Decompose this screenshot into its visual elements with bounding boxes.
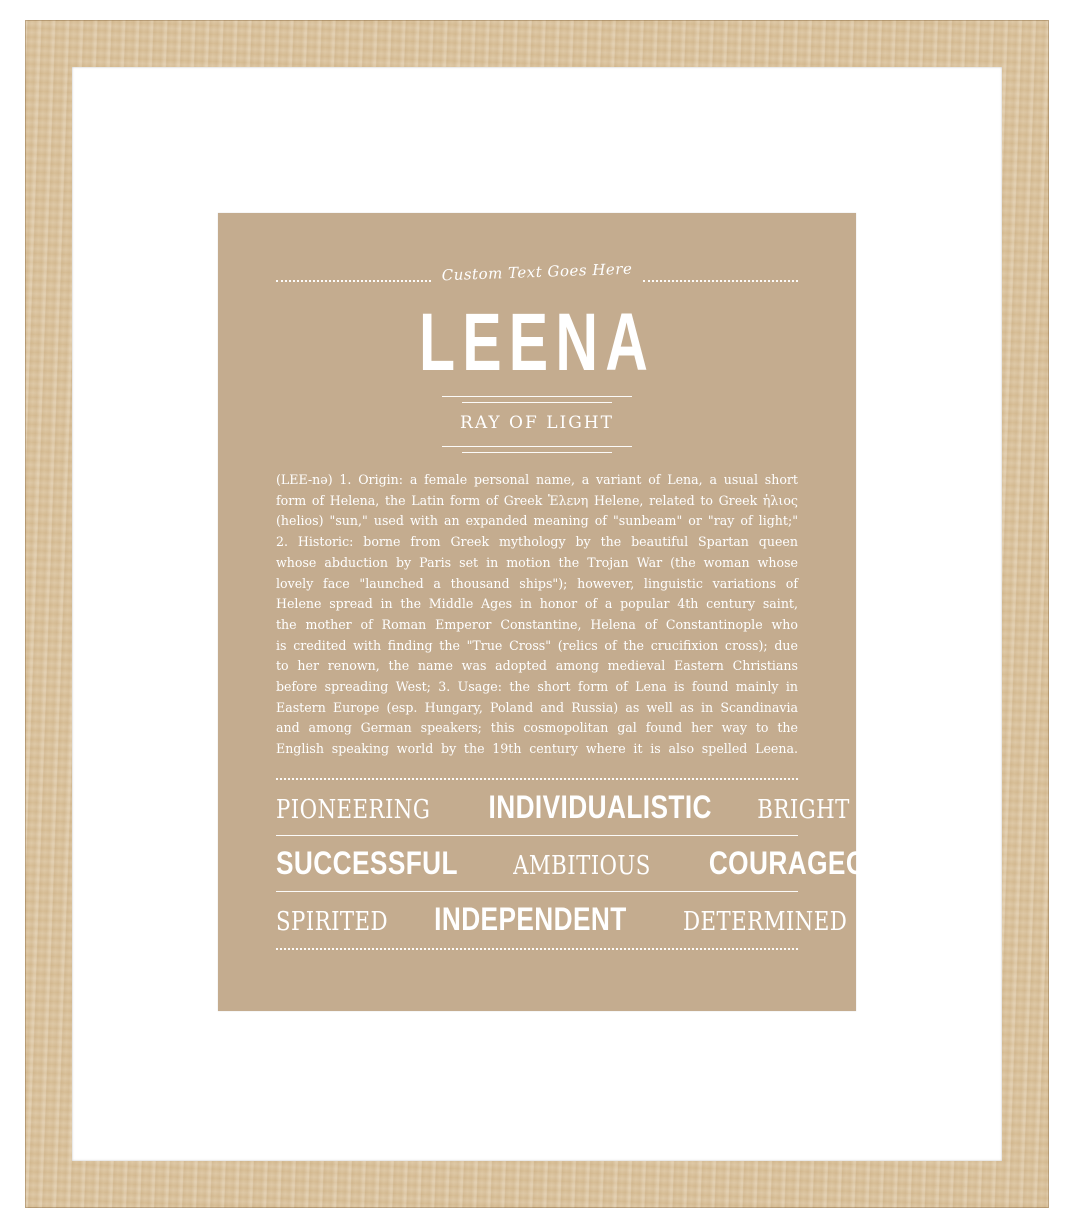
traits-divider-2: [276, 891, 798, 892]
definition-line: (LEE-nə) 1. Origin: a female personal name, a variant of Lena, a usual short: [276, 472, 798, 487]
trait-word: INDIVIDUALISTIC: [488, 789, 713, 825]
traits-bottom-dotted-rule: [276, 948, 798, 950]
definition-line: form of Helena, the Latin form of Greek Ἑλενη Helene, related to Greek ἡλιος: [276, 492, 798, 508]
trait-word: INDEPENDENT: [433, 901, 627, 937]
trait-word: COURAGEOUS: [708, 845, 904, 881]
definition-line: before spreading West; 3. Usage: the short form of Lena is found mainly in: [276, 679, 798, 695]
traits-row-3: [276, 901, 848, 938]
traits-row-1: [276, 789, 850, 826]
definition-line: to her renown, the name was adopted among medieval Eastern Christians: [276, 658, 798, 674]
name-print: [218, 213, 904, 1011]
meaning-top-rule-inner: [462, 402, 612, 403]
definition-line: 2. Historic: borne from Greek mythology by the beautiful Spartan queen: [276, 534, 798, 550]
meaning-top-rule: [442, 396, 632, 397]
definition-line: whose abduction by Paris set in motion the Trojan War (the woman whose: [276, 554, 798, 570]
top-right-dotted-rule: [643, 280, 798, 282]
trait-word: SUCCESSFUL: [276, 845, 458, 881]
definition-line: is credited with finding the "True Cross" (relics of the crucifixion cross); due: [276, 637, 798, 653]
traits-top-dotted-rule: [276, 778, 798, 780]
definition-line: (helios) "sun," used with an expanded meaning of "sunbeam" or "ray of light;": [276, 513, 798, 529]
definition-line: Helene spread in the Middle Ages in honor of a popular 4th century saint,: [276, 596, 798, 612]
name-title: LEENA: [418, 297, 656, 388]
definition-line: English speaking world by the 19th century where it is also spelled Leena.: [276, 741, 798, 757]
name-meaning: RAY OF LIGHT: [460, 413, 614, 433]
traits-row-2: [276, 845, 904, 882]
meaning-bottom-rule-inner: [462, 452, 612, 453]
definition-line: the mother of Roman Emperor Constantine, Helena of Constantinople who: [276, 616, 798, 632]
definition-line: Eastern Europe (esp. Hungary, Poland and Russia) as well as in Scandinavia: [276, 699, 798, 715]
definition-line: lovely face "launched a thousand ships"); however, linguistic variations of: [276, 575, 798, 591]
trait-word: SPIRITED: [276, 907, 389, 937]
name-definition: [276, 470, 798, 760]
trait-word: PIONEERING: [276, 795, 431, 825]
trait-word: DETERMINED: [683, 907, 848, 937]
definition-line: and among German speakers; this cosmopolitan gal found her way to the: [276, 720, 798, 736]
trait-word: AMBITIOUS: [513, 851, 651, 881]
meaning-bottom-rule: [442, 446, 632, 447]
custom-text: Custom Text Goes Here: [441, 259, 633, 285]
traits-divider-1: [276, 835, 798, 836]
trait-word: BRIGHT: [756, 795, 850, 825]
